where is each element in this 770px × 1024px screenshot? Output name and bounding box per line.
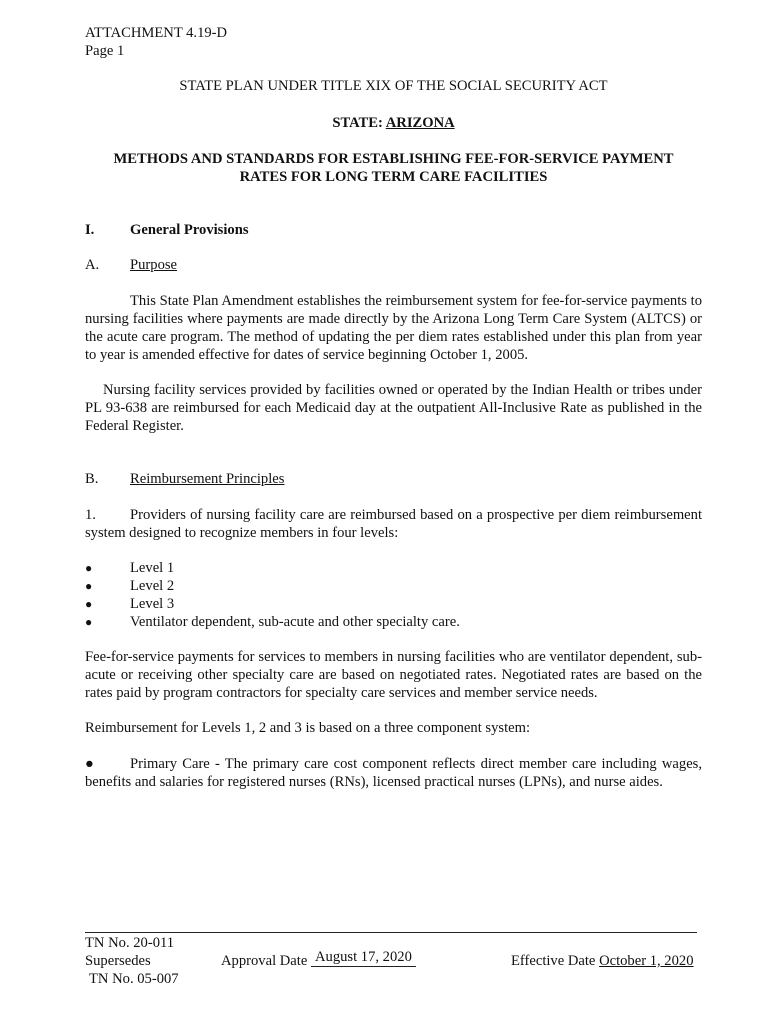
footer-tn-block [85, 934, 179, 988]
bullet-icon: ● [85, 579, 93, 593]
heading-line-2: RATES FOR LONG TERM CARE FACILITIES [239, 169, 548, 185]
fee-for-service-paragraph: Fee-for-service payments for services to members in nursing facilities who are ventilator dependent, sub-acute or receiving other specialty care are based on negotiated rates. Negotiated rates are based on the rates paid by program contractors for specialty care services and member service needs. [85, 649, 702, 701]
list-item [85, 595, 702, 613]
primary-care-paragraph [85, 755, 702, 791]
list-item-text: Level 2 [130, 578, 175, 594]
bullet-icon: ● [85, 615, 93, 629]
bullet-icon: ● [85, 561, 93, 575]
supersedes-label: Supersedes [85, 953, 151, 969]
subsection-purpose [85, 256, 702, 274]
list-item-text: Level 3 [130, 596, 175, 612]
bullet-icon: ● [85, 756, 94, 772]
section-title: General Provisions [130, 222, 249, 238]
plan-title: STATE PLAN UNDER TITLE XIX OF THE SOCIAL SECURITY ACT [179, 78, 608, 94]
indian-health-paragraph: Nursing facility services provided by facilities owned or operated by the Indian Health or tribes under PL 93-638 are reimbursed for each Medicaid day at the outpatient All-Inclusive Rate as published in the Federal Register. [85, 382, 702, 434]
providers-paragraph [85, 506, 702, 542]
list-item-text: Level 1 [130, 560, 175, 576]
list-item [85, 613, 702, 631]
subsection-title: Reimbursement Principles [130, 471, 285, 487]
subsection-letter: A. [85, 257, 100, 273]
heading-line-1: METHODS AND STANDARDS FOR ESTABLISHING FEE-FOR-SERVICE PAYMENT [113, 151, 674, 167]
list-item [85, 559, 702, 577]
effective-date-value: October 1, 2020 [599, 953, 694, 969]
state-value: ARIZONA [385, 115, 455, 131]
tn-number: TN No. 20-011 [85, 935, 175, 951]
attachment-label: ATTACHMENT 4.19-D [85, 25, 228, 41]
footer-divider [85, 932, 697, 933]
approval-date-label: Approval Date [221, 953, 308, 969]
effective-date-block [511, 952, 694, 970]
section-number: I. [85, 222, 95, 238]
primary-care-text: Primary Care - The primary care cost component reflects direct member care including wages, benefits and salaries for registered nurses (RNs), licensed practical nurses (LPNs), and nurse aides. [85, 756, 702, 790]
section-general-provisions [85, 221, 702, 239]
page-header [85, 24, 227, 60]
document-heading [85, 150, 702, 186]
subsection-title: Purpose [130, 257, 178, 273]
subsection-letter: B. [85, 471, 99, 487]
list-item [85, 577, 702, 595]
three-component-paragraph: Reimbursement for Levels 1, 2 and 3 is based on a three component system: [85, 720, 531, 736]
list-item-text: Ventilator dependent, sub-acute and other specialty care. [130, 614, 460, 630]
bullet-icon: ● [85, 597, 93, 611]
levels-list [85, 559, 702, 631]
state-line [85, 114, 702, 132]
approval-date-block [221, 949, 416, 971]
purpose-paragraph: This State Plan Amendment establishes the reimbursement system for fee-for-service payments to nursing facilities where payments are made directly by the Arizona Long Term Care System (ALTCS) or the acute care program. The method of updating the per diem rates established under this plan from year to year is amended effective for dates of service beginning October 1, 2005. [85, 293, 702, 363]
approval-date-value: August 17, 2020 [311, 948, 416, 967]
subsection-reimbursement-principles [85, 470, 702, 488]
state-label: STATE: [332, 115, 383, 131]
item-number: 1. [85, 507, 96, 523]
effective-date-label: Effective Date [511, 953, 596, 969]
item-text: Providers of nursing facility care are reimbursed based on a prospective per diem reimbursement system designed to recognize members in four levels: [85, 507, 702, 541]
page-number: Page 1 [85, 43, 125, 59]
tn-superseded-number: TN No. 05-007 [89, 971, 179, 987]
